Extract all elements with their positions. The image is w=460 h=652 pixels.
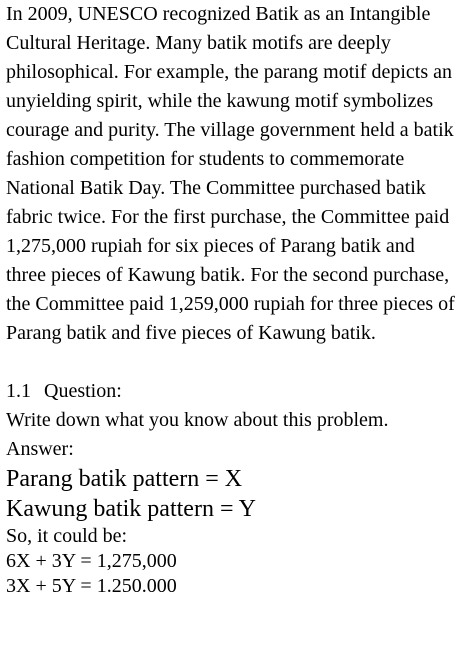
so-statement: So, it could be: — [6, 525, 128, 547]
variable-definition-kawung: Kawung batik pattern = Y — [6, 496, 256, 522]
question-label: Question: — [44, 380, 122, 402]
question-prompt: Write down what you know about this problem. — [6, 409, 389, 431]
variable-definition-parang: Parang batik pattern = X — [6, 466, 243, 492]
intro-paragraph: In 2009, UNESCO recognized Batik as an Intangible Cultural Heritage. Many batik motifs are deeply philosophical. For example, the parang motif depicts an unyielding spirit, while the kawung motif symbolizes courage and purity. The village government held a batik fashion competition for students to commemorate National Batik Day. The Committee purchased batik fabric twice. For the first purchase, the Committee paid 1,275,000 rupiah for six pieces of Parang batik and three pieces of Kawung batik. For the second purchase, the Committee paid 1,259,000 rupiah for three pieces of Parang batik and five pieces of Kawung batik. — [6, 3, 455, 344]
document-page — [6, 0, 458, 599]
question-heading — [6, 376, 458, 406]
question-number: 1.1 — [6, 380, 31, 402]
equation-second: 3X + 5Y = 1.250.000 — [6, 575, 177, 597]
equation-first: 6X + 3Y = 1,275,000 — [6, 550, 177, 572]
question-section — [6, 376, 458, 464]
section-spacer — [6, 348, 458, 376]
answer-label: Answer: — [6, 438, 74, 460]
answer-section — [6, 464, 458, 599]
